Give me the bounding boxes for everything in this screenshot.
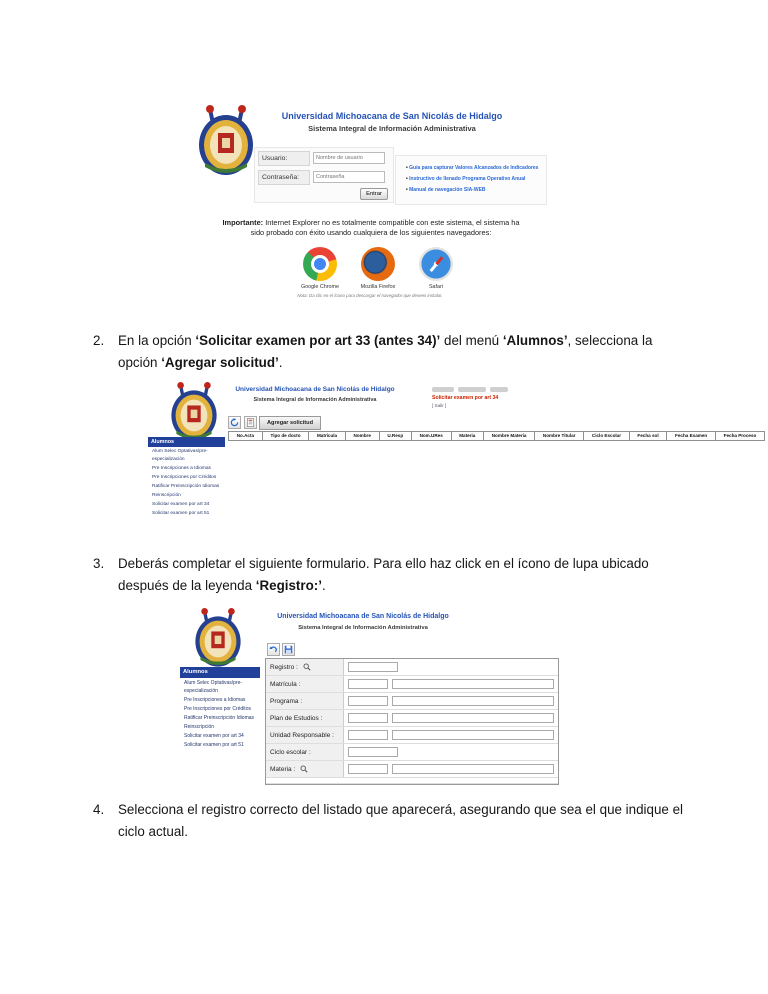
sidebar-item-reinscripcion[interactable]: Reinscripción (184, 724, 215, 730)
usuario-label: Usuario: (258, 151, 310, 166)
save-icon (284, 645, 293, 654)
sidebar-item-examen-art34[interactable]: Solicitar examen por art 34 (152, 502, 210, 507)
link-instructivo-poa[interactable]: • Instructivo de llenado Programa Operativo Anual (406, 174, 542, 185)
ciclo-escolar-controls (344, 744, 558, 760)
refresh-icon-button[interactable] (228, 416, 241, 429)
form-row-matricula (266, 676, 558, 693)
form-row-programa (266, 693, 558, 710)
sidebar-item-examen-art51[interactable]: Solicitar examen por art 51 (184, 742, 244, 748)
link-manual-siaweb[interactable]: • Manual de navegación SIA-WEB (406, 185, 542, 196)
column-header: Fecha Proceso (715, 431, 765, 441)
column-header: Fecha Examen (666, 431, 716, 441)
text-run: En la opción (118, 333, 196, 348)
safari-icon[interactable] (419, 247, 453, 281)
sidebar-item-ratificar-idiomas[interactable]: Ratificar Preinscripción Idiomas (184, 715, 255, 721)
column-header: Nombre Titular (534, 431, 584, 441)
matricula-desc-input[interactable] (392, 679, 554, 689)
redacted-username (432, 387, 508, 392)
field-label-text: Plan de Estudios : (270, 714, 323, 722)
field-label-text: Unidad Responsable : (270, 731, 334, 739)
text-run-bold: ‘Agregar solicitud’ (161, 355, 279, 370)
column-header: No.Acta (228, 431, 263, 441)
sidebar-item-preinscripcion-creditos[interactable]: Pre Inscripciones por Créditos (152, 475, 217, 480)
column-header: Fecha sol (629, 431, 668, 441)
ciclo-escolar-input[interactable] (348, 747, 398, 757)
sidebar-menu (148, 437, 225, 518)
logout-link[interactable]: [ Salir ] (432, 403, 447, 408)
field-label-text: Materia : (270, 765, 296, 773)
text-run: Deberás completar el siguiente formulario. Para ello haz click en el ícono de lupa ubicado después de la leyenda (118, 556, 649, 593)
step-2-text (118, 330, 683, 374)
export-document-icon-button[interactable] (244, 416, 257, 429)
plan-estudios-label (266, 710, 344, 726)
form-row-plan-estudios (266, 710, 558, 727)
text-run: del menú (440, 333, 503, 348)
column-header: Nom.URes (411, 431, 452, 441)
contrasena-input[interactable] (313, 171, 385, 183)
registro-controls (344, 659, 558, 675)
help-links-panel (395, 155, 547, 205)
sidebar-item-examen-art51[interactable]: Solicitar examen por art 51 (152, 511, 210, 516)
form-row-unidad-responsable (266, 727, 558, 744)
column-header: U.Resp (379, 431, 412, 441)
column-header: Matrícula (308, 431, 346, 441)
form-row-materia (266, 761, 558, 778)
link-guia-indicadores[interactable]: • Guía para capturar Valores Alcanzados de Indicadores (406, 163, 542, 174)
app-subtitle: Sistema Integral de Información Administrativa (298, 625, 428, 631)
firefox-label: Mozilla Firefox (360, 284, 396, 290)
programa-desc-input[interactable] (392, 696, 554, 706)
app-title: Universidad Michoacana de San Nicolás de Hidalgo (277, 613, 449, 620)
unidad-responsable-input[interactable] (348, 730, 388, 740)
browser-warning-label: Importante: (222, 218, 264, 227)
form-row-registro (266, 659, 558, 676)
form-row-spacer (266, 778, 558, 784)
screenshot-solicitudes (145, 378, 765, 514)
browser-warning (220, 218, 522, 238)
browser-warning-text: Internet Explorer no es totalmente compatible con este sistema, el sistema ha sido probado con éxito usando cualquiera de los siguientes navegadores: (250, 218, 520, 237)
active-option-label: Solicitar examen por art 34 (432, 395, 499, 401)
safari-label: Safari (428, 284, 444, 290)
redacted-block (432, 387, 454, 392)
redacted-block (490, 387, 508, 392)
column-header: Ciclo Escolar (583, 431, 630, 441)
materia-lupa-icon[interactable] (300, 765, 308, 773)
sidebar-menu (180, 667, 260, 749)
sidebar-header-alumnos: Alumnos (148, 437, 225, 447)
undo-icon-button[interactable] (267, 643, 280, 656)
ciclo-escolar-label (266, 744, 344, 760)
field-label-text: Programa : (270, 697, 303, 705)
column-header: Nombre (345, 431, 380, 441)
field-label-text: Matrícula : (270, 680, 301, 688)
sidebar-item-preinscripcion-creditos[interactable]: Pre Inscripciones por Créditos (184, 706, 251, 712)
unidad-responsable-controls (344, 727, 558, 743)
text-run: , selecciona la opción (118, 333, 653, 370)
firefox-icon[interactable] (361, 247, 395, 281)
step-2-number: 2. (93, 333, 105, 348)
refresh-icon (230, 418, 239, 427)
save-icon-button[interactable] (282, 643, 295, 656)
sidebar-item-preinscripcion-idiomas[interactable]: Pre Inscripciones a Idiomas (152, 466, 211, 471)
app-title: Universidad Michoacana de San Nicolás de Hidalgo (281, 111, 503, 121)
programa-label (266, 693, 344, 709)
step-4 (93, 799, 683, 843)
step-4-text (118, 799, 683, 843)
sidebar-item-ratificar-idiomas[interactable]: Ratificar Preinscripción Idiomas (152, 484, 220, 489)
app-subtitle: Sistema Integral de Información Administrativa (308, 124, 476, 133)
step-3-number: 3. (93, 556, 105, 571)
export-document-icon (246, 418, 255, 427)
field-label-text: Ciclo escolar : (270, 748, 311, 756)
plan-estudios-desc-input[interactable] (392, 713, 554, 723)
umsnh-logo (168, 382, 220, 444)
plan-estudios-input[interactable] (348, 713, 388, 723)
programa-controls (344, 693, 558, 709)
text-run-bold: ‘Registro:’ (255, 578, 322, 593)
step-2 (93, 330, 683, 374)
unidad-responsable-label (266, 727, 344, 743)
matricula-input[interactable] (348, 679, 388, 689)
undo-icon (269, 645, 278, 654)
usuario-input[interactable] (313, 152, 385, 164)
column-header: Tipo de docto (262, 431, 309, 441)
step-4-number: 4. (93, 802, 105, 817)
app-subtitle: Sistema Integral de Información Administrativa (253, 397, 377, 403)
field-label-text: Registro : (270, 663, 298, 671)
chrome-icon[interactable] (303, 247, 337, 281)
sidebar-item-examen-art34[interactable]: Solicitar examen por art 34 (184, 733, 244, 739)
materia-desc-input[interactable] (392, 764, 554, 774)
programa-input[interactable] (348, 696, 388, 706)
screenshot-formulario (145, 603, 575, 788)
umsnh-logo (192, 608, 244, 670)
text-run-bold: ‘Alumnos’ (502, 333, 568, 348)
unidad-responsable-desc-input[interactable] (392, 730, 554, 740)
materia-controls (344, 761, 558, 777)
screenshot-login (190, 103, 552, 303)
umsnh-logo (195, 105, 257, 179)
text-run: Selecciona el registro correcto del listado que aparecerá, asegurando que sea el que indique el ciclo actual. (118, 802, 684, 839)
chrome-label: Google Chrome (300, 284, 340, 290)
registro-label (266, 659, 344, 675)
agregar-solicitud-button[interactable]: Agregar solicitud (259, 416, 321, 430)
entrar-button[interactable]: Entrar (360, 188, 388, 200)
registro-lupa-icon[interactable] (303, 663, 311, 671)
materia-input[interactable] (348, 764, 388, 774)
exam-request-form (265, 658, 559, 785)
materia-label (266, 761, 344, 777)
sidebar-item-reinscripcion[interactable]: Reinscripción (152, 493, 181, 498)
column-header: Nombre Materia (483, 431, 535, 441)
redacted-block (458, 387, 486, 392)
matricula-controls (344, 676, 558, 692)
step-3 (93, 553, 683, 597)
sidebar-item-optativas[interactable]: Alum Selec Optativas/pre-especialización (184, 680, 243, 694)
download-note: Nota: Da clic en el ícono para descargar el navegador que desees instalar. (297, 293, 443, 298)
sidebar-item-optativas[interactable]: Alum Selec Optativas/pre-especialización (152, 449, 208, 462)
contrasena-label: Contraseña: (258, 170, 310, 185)
text-run-bold: ‘Solicitar examen por art 33 (antes 34)’ (195, 333, 441, 348)
sidebar-header-alumnos: Alumnos (180, 667, 260, 678)
text-run: . (278, 355, 283, 370)
plan-estudios-controls (344, 710, 558, 726)
results-table-header-row (228, 431, 765, 441)
text-run: . (321, 578, 326, 593)
registro-input[interactable] (348, 662, 398, 672)
step-3-text (118, 553, 683, 597)
form-row-ciclo-escolar (266, 744, 558, 761)
matricula-label (266, 676, 344, 692)
sidebar-item-preinscripcion-idiomas[interactable]: Pre Inscripciones a Idiomas (184, 697, 246, 703)
app-title: Universidad Michoacana de San Nicolás de Hidalgo (235, 386, 395, 393)
column-header: Materia (451, 431, 485, 441)
